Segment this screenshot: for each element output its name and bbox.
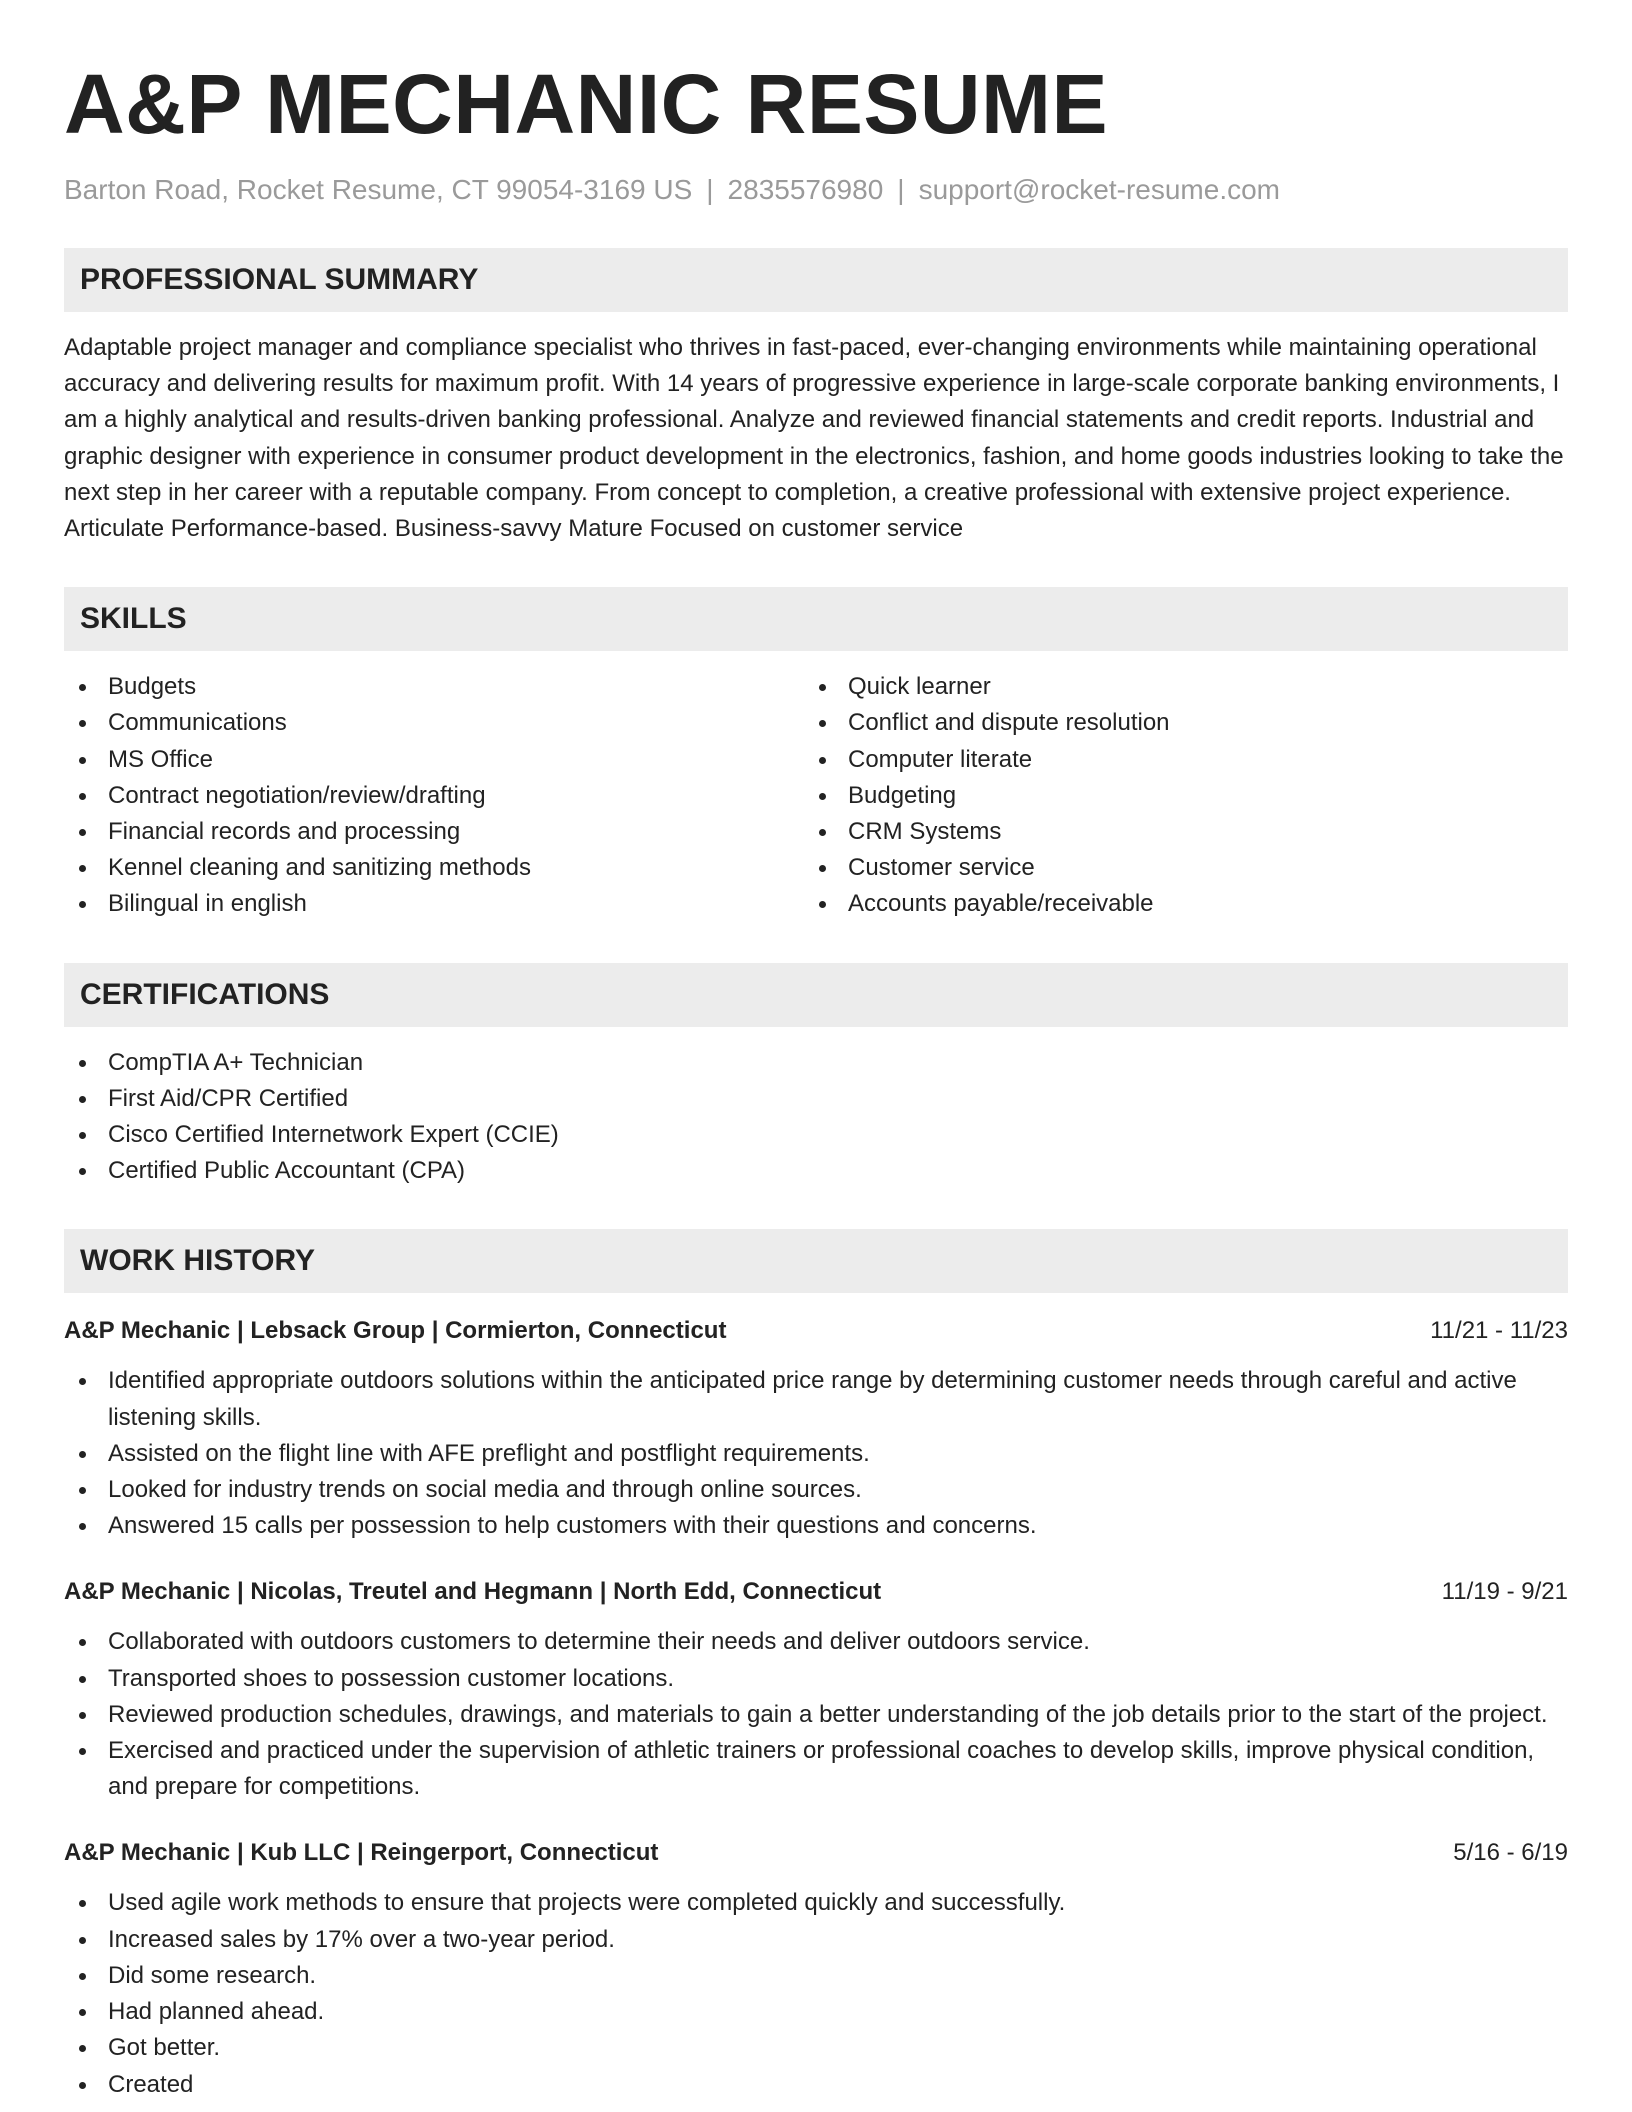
job-bullet: Used agile work methods to ensure that projects were completed quickly and successfully. [64,1885,1568,1921]
job-bullet: Collaborated with outdoors customers to determine their needs and deliver outdoors service. [64,1624,1568,1660]
certification-item: Certified Public Accountant (CPA) [64,1153,1568,1189]
section-header-certifications: CERTIFICATIONS [64,963,1568,1027]
job-title: A&P Mechanic | Lebsack Group | Cormierton, Connecticut [64,1317,727,1345]
skills-section [64,587,1568,922]
job-dates: 11/21 - 11/23 [1430,1317,1568,1345]
certification-item: CompTIA A+ Technician [64,1045,1568,1081]
job-bullet: Did some research. [64,1958,1568,1994]
job-entry [64,1313,1568,1544]
resume-title: A&P MECHANIC RESUME [64,57,1109,151]
job-entry [64,1574,1568,1805]
job-title: A&P Mechanic | Kub LLC | Reingerport, Connecticut [64,1839,659,1867]
skills-grid [64,651,1568,922]
job-bullets [64,1363,1568,1544]
skill-item: Communications [64,705,804,741]
summary-text: Adaptable project manager and compliance specialist who thrives in fast-paced, ever-changing environments while maintaining operational accuracy and delivering results for maximum profit. With 14 years of progressive experience in large-scale corporate banking environments, I am a highly analytical and results-driven banking professional. Analyze and reviewed financial statements and credit reports. Industrial and graphic designer with experience in consumer product development in the electronics, fashion, and home goods industries looking to take the next step in her career with a reputable company. From concept to completion, a creative professional with extensive project experience. Articulate Performance-based. Business-savvy Mature Focused on customer service [64,334,1564,543]
contact-address: Barton Road, Rocket Resume, CT 99054-3169 US [64,174,693,205]
skill-item: Quick learner [804,669,1544,705]
skill-item: Contract negotiation/review/drafting [64,778,804,814]
job-bullet: Reviewed production schedules, drawings, and materials to gain a better understanding of the job details prior to the start of the project. [64,1697,1568,1733]
skills-list-right [804,669,1544,922]
skill-item: Kennel cleaning and sanitizing methods [64,850,804,886]
certifications-section [64,963,1568,1190]
contact-line [64,172,1568,208]
section-header-work-history: WORK HISTORY [64,1229,1568,1293]
job-title: A&P Mechanic | Nicolas, Treutel and Hegmann | North Edd, Connecticut [64,1578,882,1606]
certifications-list [64,1045,1568,1190]
job-header [64,1574,1568,1610]
skill-item: Computer literate [804,742,1544,778]
job-bullet: Had planned ahead. [64,1994,1568,2030]
job-bullet: Increased sales by 17% over a two-year period. [64,1922,1568,1958]
job-dates: 11/19 - 9/21 [1441,1578,1568,1606]
job-bullets [64,1624,1568,1805]
job-bullet: Created [64,2067,1568,2103]
job-bullet: Looked for industry trends on social media and through online sources. [64,1472,1568,1508]
skills-list-left [64,669,804,922]
section-header-skills: SKILLS [64,587,1568,651]
job-bullet: Answered 15 calls per possession to help customers with their questions and concerns. [64,1508,1568,1544]
job-bullet: Assisted on the flight line with AFE preflight and postflight requirements. [64,1436,1568,1472]
skill-item: Financial records and processing [64,814,804,850]
skill-item: Customer service [804,850,1544,886]
skill-item: Accounts payable/receivable [804,886,1544,922]
work-history-section [64,1229,1568,2102]
job-bullet: Exercised and practiced under the supervision of athletic trainers or professional coaches to develop skills, improve physical condition, and prepare for competitions. [64,1733,1568,1805]
contact-email: support@rocket-resume.com [918,174,1280,205]
job-header [64,1835,1568,1871]
job-entry [64,1835,1568,2102]
contact-phone: 2835576980 [727,174,884,205]
job-bullet: Transported shoes to possession customer locations. [64,1661,1568,1697]
job-bullet: Got better. [64,2030,1568,2066]
skill-item: Conflict and dispute resolution [804,705,1544,741]
skill-item: Bilingual in english [64,886,804,922]
skill-item: Budgeting [804,778,1544,814]
job-bullets [64,1885,1568,2102]
skill-item: Budgets [64,669,804,705]
job-header [64,1313,1568,1349]
skill-item: MS Office [64,742,804,778]
job-bullet: Identified appropriate outdoors solutions within the anticipated price range by determining customer needs through careful and active listening skills. [64,1363,1568,1435]
certification-item: First Aid/CPR Certified [64,1081,1568,1117]
section-header-summary: PROFESSIONAL SUMMARY [64,248,1568,312]
summary-section [64,248,1568,547]
job-dates: 5/16 - 6/19 [1453,1839,1568,1867]
certification-item: Cisco Certified Internetwork Expert (CCIE) [64,1117,1568,1153]
contact-separator: | [706,174,714,205]
contact-separator: | [897,174,905,205]
skill-item: CRM Systems [804,814,1544,850]
